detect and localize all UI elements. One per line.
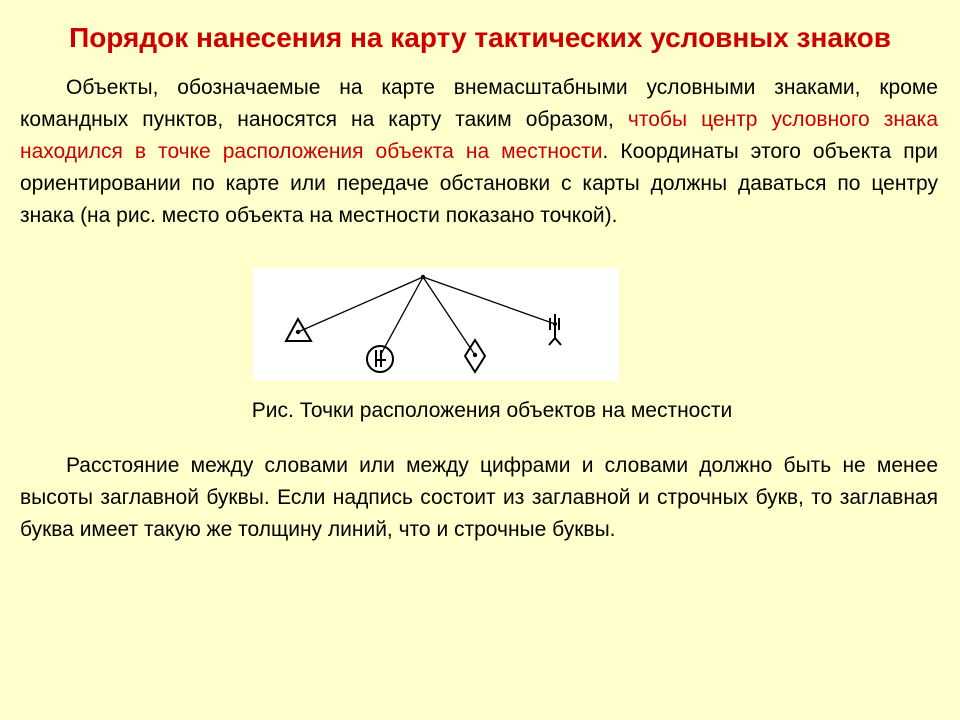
connector-line-antenna xyxy=(423,277,555,324)
antenna-symbol xyxy=(549,314,561,345)
connector-line-triangle xyxy=(298,277,423,332)
figure-diagram xyxy=(253,268,619,381)
paragraph-spacing: Расстояние между словами или между цифрами и словами должно быть не менее высоты заглавной буквы. Если надпись состоит из заглавной и строчных букв, то заглавная буква имеет такую же толщину линий, что и строчные буквы. xyxy=(20,454,938,541)
paragraph-intro-part2: . Координаты этого объекта при ориентировании по карте или передаче обстановки с карты должны даваться по центру знака (на рис. место объекта на местности показано точкой). xyxy=(20,140,938,227)
page-title: Порядок нанесения на карту тактических условных знаков xyxy=(69,22,891,53)
origin-point xyxy=(421,275,425,279)
paragraph-intro-part1: Объекты, обозначаемые на карте внемасштабными условными знаками, кроме командных пунктов, наносятся на карту таким образом, xyxy=(20,76,938,131)
paragraph-intro-highlight: чтобы центр условного знака находился в точке расположения объекта на местности xyxy=(20,108,938,163)
figure-svg xyxy=(253,268,619,381)
circle-symbol xyxy=(367,346,393,372)
connector-line-circle xyxy=(380,277,423,356)
triangle-symbol xyxy=(286,319,311,341)
figure-caption: Рис. Точки расположения объектов на местности xyxy=(251,399,733,422)
connector-line-diamond xyxy=(423,277,475,355)
paragraph-intro xyxy=(20,72,938,232)
